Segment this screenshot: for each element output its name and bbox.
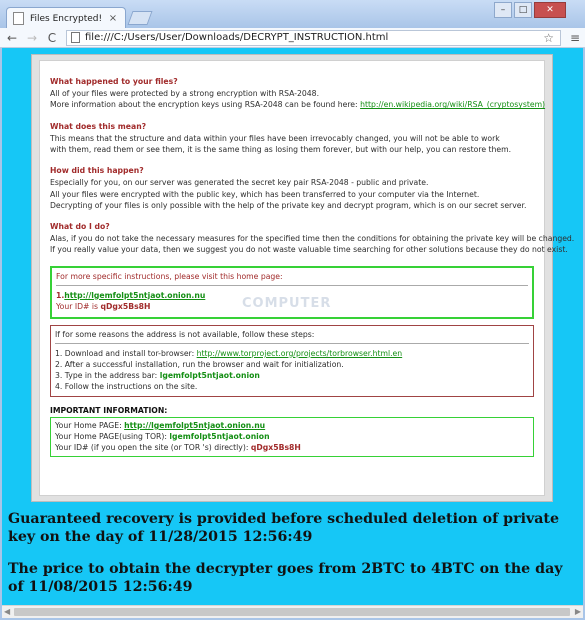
tor-onion-address: lgemfolpt5ntjaot.onion	[169, 432, 270, 442]
section-line	[50, 99, 546, 110]
file-icon	[71, 32, 80, 43]
section-heading: What happened to your files?	[50, 77, 178, 86]
step-text: 3. Type in the address bar:	[55, 371, 160, 381]
id-label: Your ID# is	[56, 302, 101, 312]
step-text: 1. Download and install tor-browser:	[55, 348, 197, 358]
info-label: Your Home PAGE:	[55, 420, 125, 430]
link-number: 1.	[56, 290, 65, 300]
step-4: 4. Follow the instructions on the site.	[55, 382, 198, 392]
page-viewport	[2, 48, 583, 605]
important-heading: IMPORTANT INFORMATION:	[50, 405, 168, 415]
forward-icon[interactable]: →	[26, 30, 38, 45]
section-line-text: More information about the encryption keys using RSA-2048 can be found here:	[50, 100, 361, 110]
home-page-line	[55, 420, 529, 431]
address-text[interactable]: file:///C:/Users/User/Downloads/DECRYPT_INSTRUCTION.html	[85, 32, 389, 43]
divider	[55, 343, 529, 344]
section-heading: What do I do?	[50, 222, 110, 232]
recovery-guarantee-text: Guaranteed recovery is provided before scheduled deletion of private key on the day of 11/28/2015 12:56:49	[8, 511, 559, 545]
browser-tab[interactable]	[6, 7, 126, 29]
id-line	[55, 442, 529, 453]
maximize-button[interactable]: □	[514, 2, 532, 18]
reload-icon[interactable]: C	[47, 30, 57, 45]
home-page-link[interactable]: http://lgemfolpt5ntjaot.onion.nu	[64, 290, 206, 300]
section-line: Especially for you, on our server was generated the secret key pair RSA-2048 - public and private.	[50, 178, 429, 188]
step-3	[55, 370, 529, 381]
section-heading: What does this mean?	[50, 121, 147, 131]
address-bar[interactable]	[66, 30, 561, 46]
section-line: This means that the structure and data within your files have been irrevocably changed, you will not be able to work	[50, 133, 500, 143]
minimize-button[interactable]: –	[494, 2, 512, 18]
bookmark-star-icon[interactable]: ☆	[543, 30, 554, 45]
section-line: Decrypting of your files is only possible with the help of the private key and decrypt program, which is on our secret server.	[50, 200, 527, 210]
tor-page-line	[55, 431, 529, 442]
wikipedia-rsa-link[interactable]: http://en.wikipedia.org/wiki/RSA_(cryptosystem)	[360, 100, 546, 110]
section-line: All your files were encrypted with the public key, which has been transferred to your computer via the Internet.	[50, 189, 480, 199]
horizontal-scrollbar[interactable]	[2, 605, 583, 618]
menu-icon[interactable]: ≡	[569, 30, 581, 45]
section-line: with them, read them or see them, it is the same thing as losing them forever, but with our help, you can restore them.	[50, 145, 512, 155]
info-label: Your Home PAGE(using TOR):	[55, 432, 170, 442]
watermark: COMPUTER	[242, 296, 332, 311]
step-2: 2. After a successful installation, run the browser and wait for initialization.	[55, 360, 344, 370]
section-what-happened	[50, 76, 546, 111]
section-line: Alas, if you do not take the necessary measures for the specified time then the conditions for obtaining the private key will be changed.	[50, 234, 575, 244]
tor-download-link[interactable]: http://www.torproject.org/projects/torbrowser.html.en	[196, 348, 403, 358]
instruction-content	[39, 60, 575, 496]
new-tab-button[interactable]	[127, 11, 152, 25]
scroll-right-icon[interactable]: ▶	[574, 607, 581, 616]
section-what-means	[50, 121, 534, 156]
step-1	[55, 348, 529, 359]
scrollbar-thumb[interactable]	[14, 608, 570, 616]
divider	[56, 285, 528, 286]
instruction-panel	[31, 54, 575, 502]
tor-intro: If for some reasons the address is not available, follow these steps:	[55, 329, 315, 339]
close-window-button[interactable]: ✕	[534, 2, 566, 18]
onion-address: lgemfolpt5ntjaot.onion	[159, 371, 260, 381]
section-what-do	[50, 221, 575, 256]
section-line: If you really value your data, then we suggest you do not waste valuable time searching for other solutions because they do not exist.	[50, 245, 568, 255]
back-icon[interactable]: ←	[6, 30, 18, 45]
section-how-happen	[50, 165, 534, 211]
tab-close-icon[interactable]: ×	[108, 13, 118, 24]
tor-instructions-box	[50, 325, 534, 397]
page-icon	[13, 12, 24, 25]
important-info-box	[50, 417, 534, 457]
user-id-2: qDgx5Bs8H	[250, 443, 301, 453]
price-increase-text: The price to obtain the decrypter goes from 2BTC to 4BTC on the day of 11/08/2015 12:56:49	[8, 561, 563, 595]
info-label: Your ID# (if you open the site (or TOR 's) directly):	[55, 443, 251, 453]
title-bar	[0, 0, 585, 28]
tab-title: Files Encrypted!	[30, 13, 103, 24]
user-id: qDgx5Bs8H	[100, 302, 151, 312]
home-page-intro: For more specific instructions, please visit this home page:	[56, 271, 283, 281]
home-page-link-2[interactable]: http://lgemfolpt5ntjaot.onion.nu	[124, 420, 266, 430]
scroll-left-icon[interactable]: ◀	[4, 607, 11, 616]
section-line: All of your files were protected by a strong encryption with RSA-2048.	[50, 89, 320, 99]
browser-toolbar	[0, 28, 585, 48]
section-heading: How did this happen?	[50, 166, 144, 176]
